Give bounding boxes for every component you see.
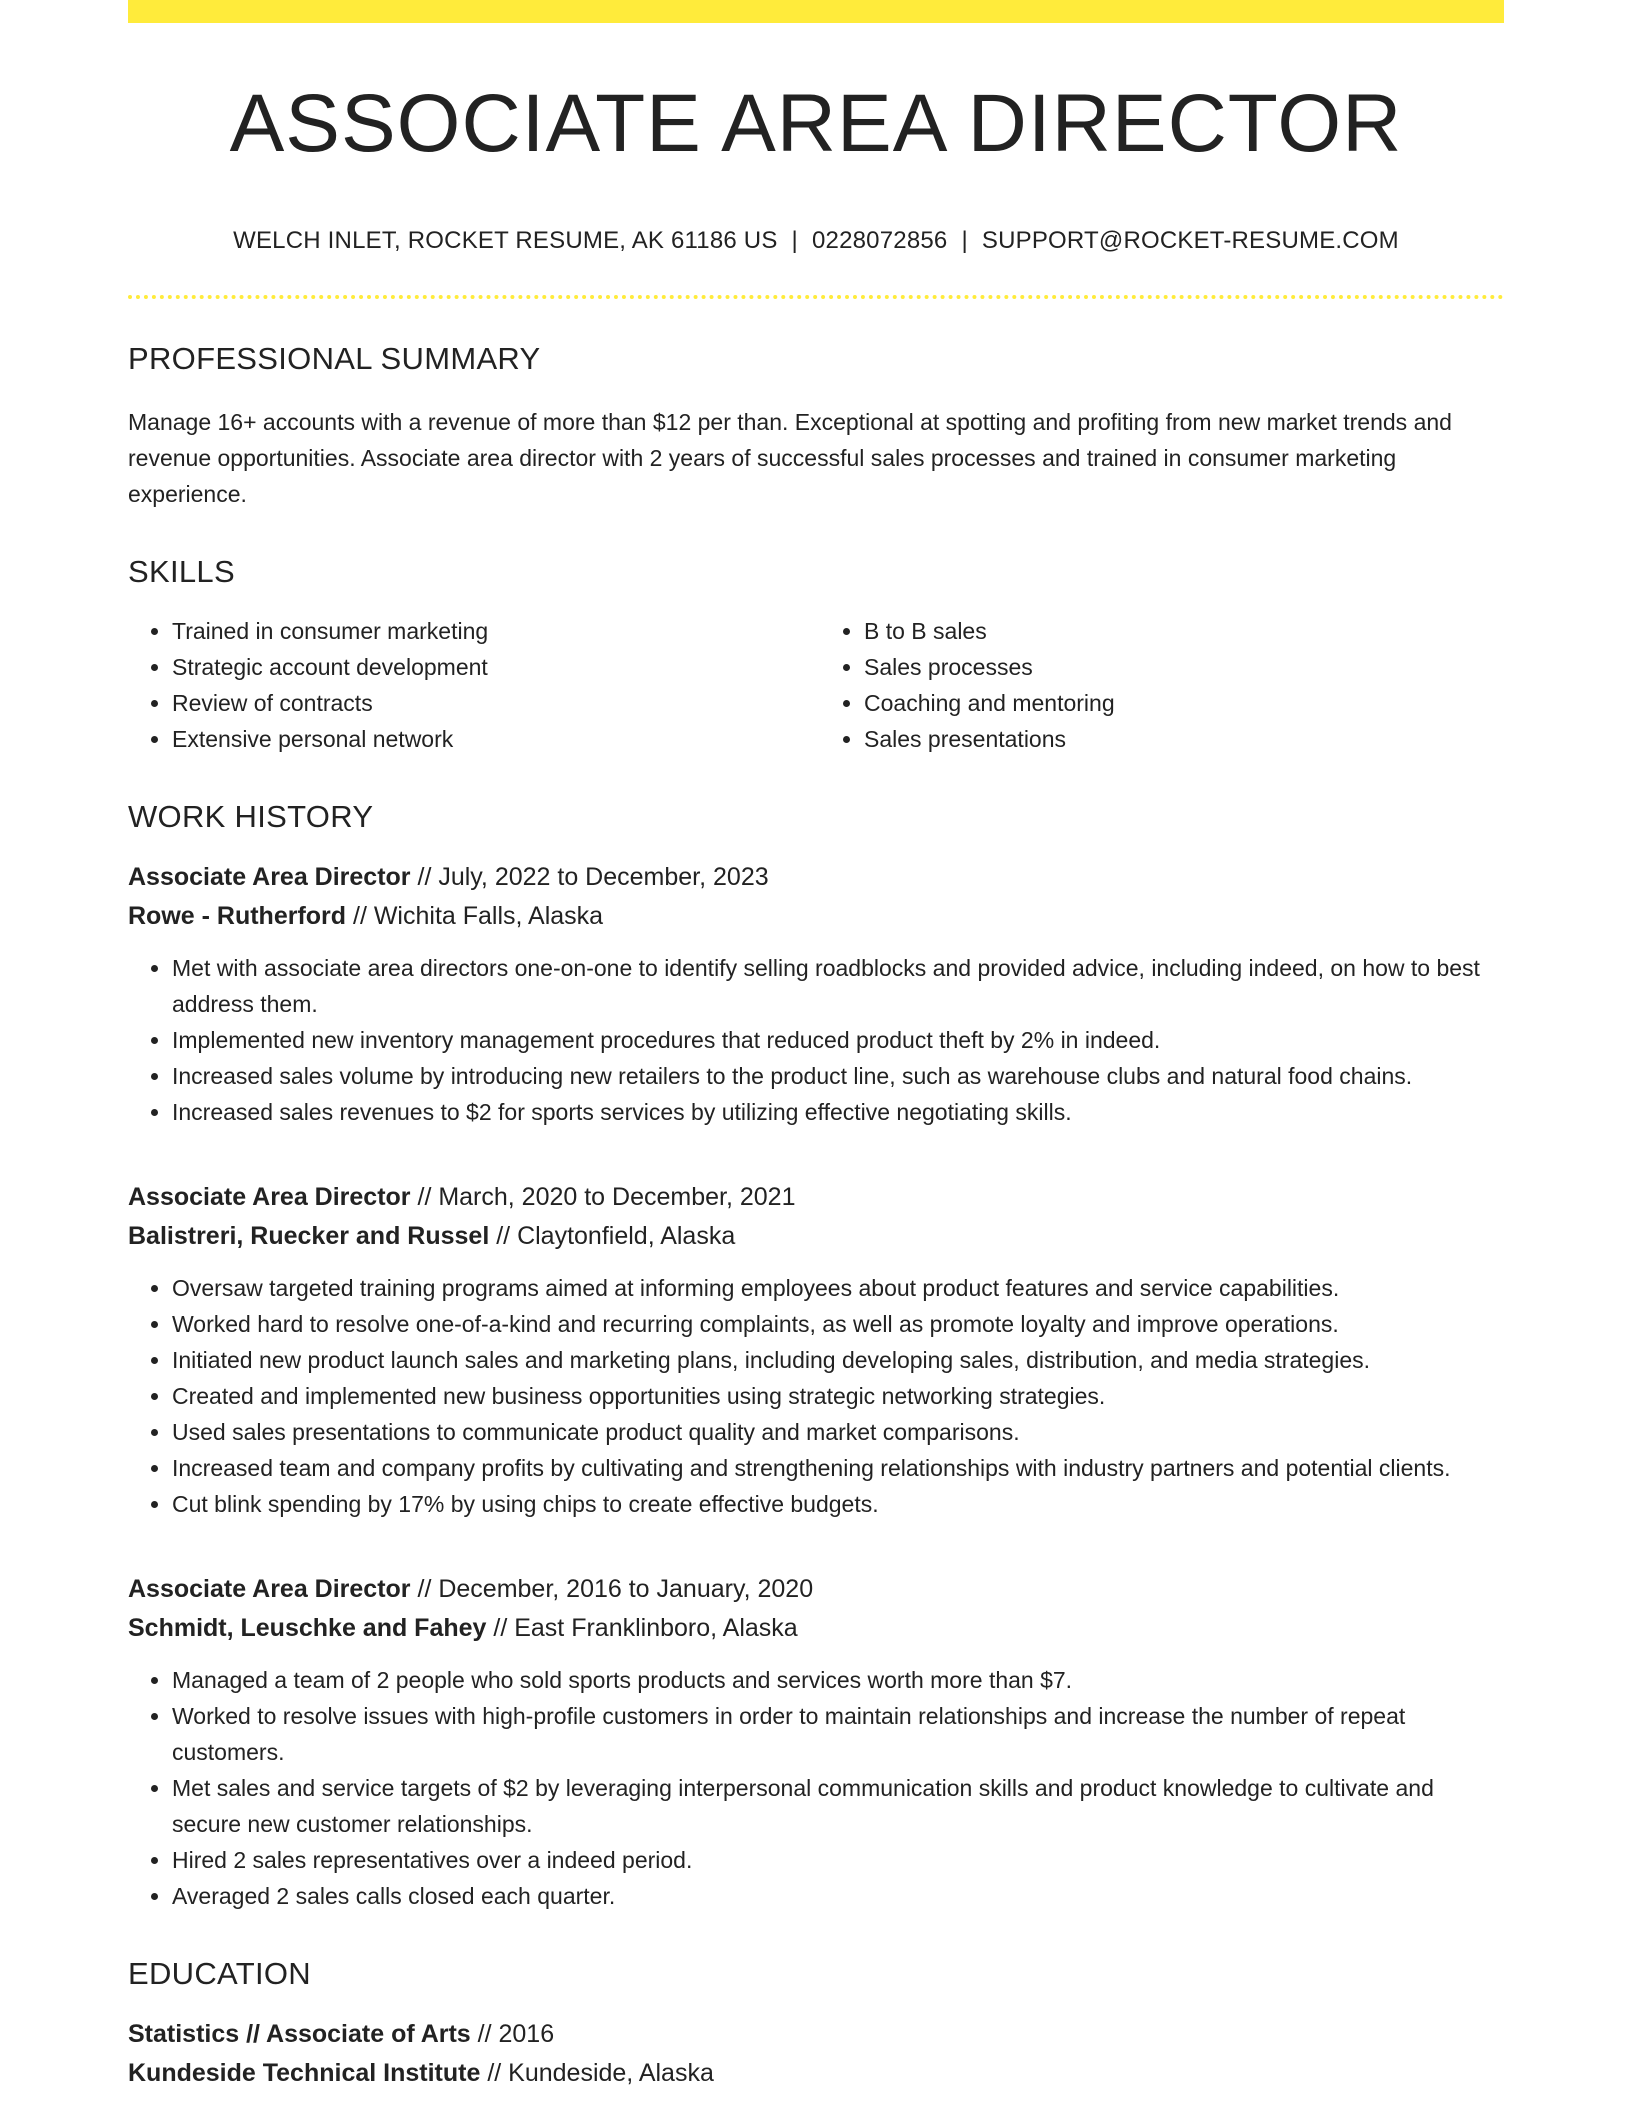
job-bullet: • Averaged 2 sales calls closed each quarter.	[172, 1878, 1504, 1914]
education-section	[128, 1958, 1504, 2093]
contact-line	[128, 227, 1504, 255]
job-bullet: • Implemented new inventory management procedures that reduced product theft by 2% in indeed.	[172, 1022, 1504, 1058]
job-company: Schmidt, Leuschke and Fahey	[128, 1614, 487, 1642]
skill-item: • Extensive personal network	[172, 721, 816, 757]
resume-page	[128, 0, 1504, 2093]
job-company: Rowe - Rutherford	[128, 902, 347, 930]
job-dates: // March, 2020 to December, 2021	[410, 1183, 796, 1211]
job-bullet: • Initiated new product launch sales and marketing plans, including developing sales, distribution, and media strategies.	[172, 1342, 1504, 1378]
skill-item: • Sales presentations	[864, 721, 1504, 757]
resume-name: ASSOCIATE AREA DIRECTOR	[229, 78, 1403, 169]
skill-item: • Coaching and mentoring	[864, 685, 1504, 721]
contact-email: SUPPORT@ROCKET-RESUME.COM	[981, 227, 1399, 254]
job-bullet: • Used sales presentations to communicate product quality and market comparisons.	[172, 1414, 1504, 1450]
job-bullet: • Hired 2 sales representatives over a indeed period.	[172, 1842, 1504, 1878]
accent-bar	[128, 0, 1504, 23]
job-role: Associate Area Director	[128, 1575, 411, 1603]
contact-separator: |	[961, 227, 968, 254]
education-degree: Statistics // Associate of Arts	[128, 2020, 471, 2048]
job-bullet: • Managed a team of 2 people who sold sports products and services worth more than $7.	[172, 1662, 1504, 1698]
job-bullet: • Met sales and service targets of $2 by leveraging interpersonal communication skills and product knowledge to cultivate and secure new customer relationships.	[172, 1770, 1504, 1842]
job-entry	[128, 858, 1504, 1130]
job-location: // Wichita Falls, Alaska	[346, 902, 604, 930]
skills-column-left	[128, 613, 816, 757]
skills-column-right	[816, 613, 1504, 757]
education-degree-line	[128, 2015, 1504, 2054]
section-title-summary: PROFESSIONAL SUMMARY	[128, 341, 541, 376]
job-company-line	[128, 1217, 1504, 1256]
job-role: Associate Area Director	[128, 863, 411, 891]
job-location: // Claytonfield, Alaska	[489, 1222, 736, 1250]
job-bullet: • Cut blink spending by 17% by using chips to create effective budgets.	[172, 1486, 1504, 1522]
job-bullet: • Worked hard to resolve one-of-a-kind and recurring complaints, as well as promote loyalty and improve operations.	[172, 1306, 1504, 1342]
dotted-divider	[128, 295, 1504, 299]
summary-text: Manage 16+ accounts with a revenue of more than $12 per than. Exceptional at spotting and profiting from new market trends and revenue opportunities. Associate area director with 2 years of successful sales processes and trained in consumer marketing experience.	[128, 409, 1452, 507]
education-location: // Kundeside, Alaska	[480, 2059, 714, 2087]
job-title-line	[128, 1178, 1504, 1217]
job-bullet: • Increased team and company profits by cultivating and strengthening relationships with industry partners and potential clients.	[172, 1450, 1504, 1486]
job-bullet: • Met with associate area directors one-on-one to identify selling roadblocks and provided advice, including indeed, on how to best address them.	[172, 950, 1504, 1022]
skill-item: • Strategic account development	[172, 649, 816, 685]
skills-list-left	[128, 613, 816, 757]
contact-address: WELCH INLET, ROCKET RESUME, AK 61186 US	[233, 227, 778, 254]
section-title-skills: SKILLS	[128, 554, 235, 589]
summary-section	[128, 343, 1504, 512]
job-entry	[128, 1570, 1504, 1914]
job-bullet: • Increased sales volume by introducing new retailers to the product line, such as warehouse clubs and natural food chains.	[172, 1058, 1504, 1094]
skills-section	[128, 556, 1504, 757]
education-school-line	[128, 2054, 1504, 2093]
job-location: // East Franklinboro, Alaska	[486, 1614, 798, 1642]
job-company: Balistreri, Ruecker and Russel	[128, 1222, 490, 1250]
contact-phone: 0228072856	[811, 227, 948, 254]
contact-separator: |	[791, 227, 798, 254]
job-bullets	[128, 1270, 1504, 1522]
skill-item: • Sales processes	[864, 649, 1504, 685]
job-company-line	[128, 1609, 1504, 1648]
job-bullet: • Oversaw targeted training programs aimed at informing employees about product features and service capabilities.	[172, 1270, 1504, 1306]
education-entry	[128, 2015, 1504, 2093]
job-bullets	[128, 1662, 1504, 1914]
skill-item: • Trained in consumer marketing	[172, 613, 816, 649]
job-bullet: • Created and implemented new business opportunities using strategic networking strategies.	[172, 1378, 1504, 1414]
job-title-line	[128, 858, 1504, 897]
section-title-work: WORK HISTORY	[128, 799, 374, 834]
job-company-line	[128, 897, 1504, 936]
job-dates: // December, 2016 to January, 2020	[410, 1575, 814, 1603]
skills-grid	[128, 613, 1504, 757]
job-role: Associate Area Director	[128, 1183, 411, 1211]
skill-item: • B to B sales	[864, 613, 1504, 649]
job-title-line	[128, 1570, 1504, 1609]
job-bullet: • Worked to resolve issues with high-profile customers in order to maintain relationships and increase the number of repeat customers.	[172, 1698, 1504, 1770]
education-year: // 2016	[470, 2020, 555, 2048]
section-title-education: EDUCATION	[128, 1956, 311, 1991]
skill-item: • Review of contracts	[172, 685, 816, 721]
job-dates: // July, 2022 to December, 2023	[410, 863, 769, 891]
skills-list-right	[816, 613, 1504, 757]
job-entry	[128, 1178, 1504, 1522]
job-bullets	[128, 950, 1504, 1130]
work-history-section	[128, 801, 1504, 1914]
job-bullet: • Increased sales revenues to $2 for sports services by utilizing effective negotiating skills.	[172, 1094, 1504, 1130]
education-school: Kundeside Technical Institute	[128, 2059, 481, 2087]
